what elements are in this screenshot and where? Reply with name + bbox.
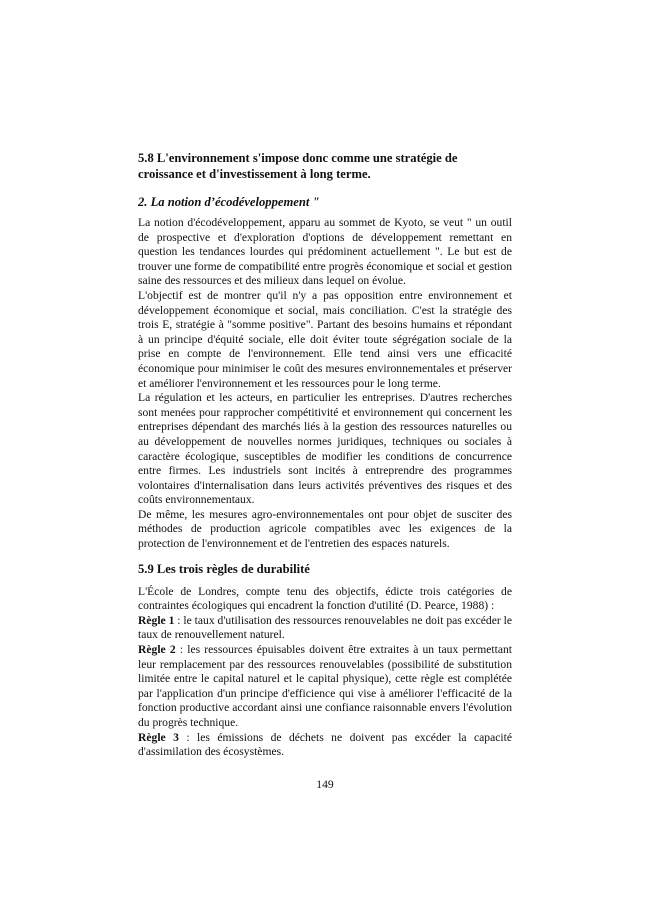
paragraph-regulation: La régulation et les acteurs, en particulier les entreprises. D'autres recherches sont menées pour rapprocher compétitivité et environnement qui concernent les entreprises dépendant des marchés liés à la gestion des ressources naturelles ou au développement de nouvelles normes juridiques, techniques ou sociales à caractère écologique, susceptibles de modifier les conditions de concurrence entre firmes. Les industriels sont incités à entreprendre des programmes volontaires d'internalisation dans leurs activités préventives des risques et des coûts environnementaux. (138, 391, 512, 507)
section-subtitle: 2. La notion d’écodéveloppement " (138, 195, 320, 209)
paragraph-objectif: L'objectif est de montrer qu'il n'y a pas opposition entre environnement et développement économique et social, mais conciliation. C'est la stratégie des trois E, stratégie à "somme positive". Partant des besoins humains et répondant à un principe d'équité sociale, elle doit éviter toute ségrégation sociale de la prise en compte de l'environnement. Elle tend ainsi vers une efficacité économique pour minimiser le coût des mesures environnementales et préserver et améliorer l'environnement et les ressources pour le long terme. (138, 288, 512, 390)
rule-3 (138, 731, 512, 760)
page-number: 149 (316, 778, 334, 791)
rule-1-text: : le taux d'utilisation des ressources renouvelables ne doit pas excéder le taux de renouvellement naturel. (138, 613, 512, 642)
rule-2-label: Règle 2 (138, 643, 176, 657)
page-body (138, 150, 512, 760)
section-5-8-heading: 5.8 L'environnement s'impose donc comme une stratégie de croissance et d'investissement à long terme. (138, 151, 458, 181)
rule-1 (138, 614, 512, 643)
rule-3-text: : les émissions de déchets ne doivent pas excéder la capacité d'assimilation des écosystèmes. (138, 730, 512, 759)
section-5-9-heading: 5.9 Les trois règles de durabilité (138, 561, 310, 576)
paragraph-ecole-londres: L'École de Londres, compte tenu des objectifs, édicte trois catégories de contraintes écologiques qui encadrent la fonction d'utilité (D. Pearce, 1988) : (138, 584, 512, 613)
paragraph-agro-environnement: De même, les mesures agro-environnementales ont pour objet de susciter des méthodes de production agricole compatibles avec les exigences de la protection de l'environnement et de l'entretien des espaces naturels. (138, 507, 512, 551)
rule-2 (138, 643, 512, 731)
rule-3-label: Règle 3 (138, 730, 179, 744)
rule-1-label: Règle 1 (138, 613, 175, 627)
paragraph-ecodeveloppement: La notion d'écodéveloppement, apparu au sommet de Kyoto, se veut " un outil de prospective et d'exploration d'options de développement remettant en question les tendances lourdes qui prédominent actuellement ". Le but est de trouver une forme de compatibilité entre progrès économique et social et gestion saine des ressources et des milieux dans lequel on évolue. (138, 216, 512, 288)
rule-2-text: : les ressources épuisables doivent être extraites à un taux permettant leur remplacement par des ressources renouvelables (possibilité de substitution limitée entre le capital naturel et le capital physique), cette règle est complétée par l'application d'un principe d'efficience qui vise à améliorer l'efficacité de la fonction productive accordant ainsi une confiance raisonnable envers l'évolution du progrès technique. (138, 643, 512, 729)
